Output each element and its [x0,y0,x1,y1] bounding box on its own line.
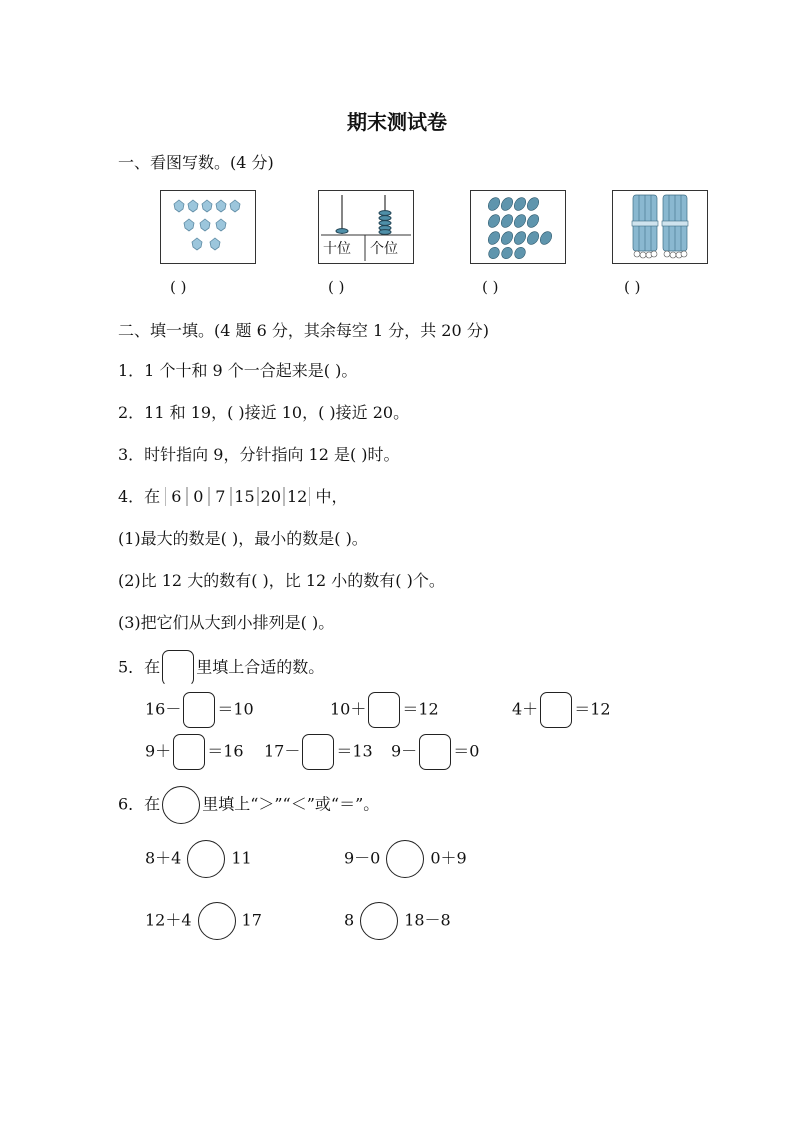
question-3: 3．时针指向 9，分针指向 12 是( )时。 [118,445,400,464]
leaf-icon [161,191,255,263]
question-4-1: (1)最大的数是( )，最小的数是( )。 [118,529,368,548]
number-card: 6 [165,487,187,506]
compare-circle[interactable] [386,840,424,878]
compare-circle[interactable] [360,902,398,940]
leaf-grid-icon [471,191,565,263]
equation-right: ＝10 [217,699,254,719]
equation-right: ＝12 [574,699,611,719]
compare-1 [145,840,252,878]
answer-blank-4[interactable]: ( ) [624,278,641,296]
stick-bundle-icon [613,191,707,263]
number-card: 0 [187,487,209,506]
question-4-suffix: 中， [315,487,348,506]
number-card: 12 [284,487,310,506]
ones-label: 个位 [370,241,398,257]
tens-label: 十位 [323,241,351,257]
question-4-3: (3)把它们从大到小排列是( )。 [118,613,335,632]
answer-blank-1[interactable]: ( ) [170,278,187,296]
equation-right: ＝13 [336,741,373,761]
equation-2 [330,692,439,728]
question-5-prefix: 5．在 [118,657,161,677]
compare-3 [145,902,262,940]
compare-4 [344,902,451,940]
equation-left: 4＋ [512,699,539,719]
compare-left: 12＋4 [145,910,192,930]
equation-left: 9＋ [145,741,172,761]
compare-right: 0＋9 [430,848,467,868]
answer-box[interactable] [540,692,572,728]
equation-right: ＝16 [207,741,244,761]
page-title: 期末测试卷 [347,110,447,134]
question-4-2: (2)比 12 大的数有( )，比 12 小的数有( )个。 [118,571,445,590]
number-card: 20 [258,487,284,506]
compare-circle[interactable] [198,902,236,940]
answer-blank-3[interactable]: ( ) [482,278,499,296]
leaf-picture [160,190,256,264]
answer-box[interactable] [183,692,215,728]
answer-blank-2[interactable]: ( ) [328,278,345,296]
answer-box[interactable] [368,692,400,728]
compare-left: 9－0 [344,848,381,868]
equation-right: ＝12 [402,699,439,719]
section2-heading: 二、填一填。(4 题 6 分，其余每空 1 分，共 20 分) [118,321,489,340]
equation-left: 10＋ [330,699,367,719]
compare-left: 8 [344,910,355,930]
equation-left: 17－ [264,741,301,761]
stick-bundles-picture [612,190,708,264]
answer-box[interactable] [419,734,451,770]
question-6 [118,786,379,824]
equation-1 [145,692,254,728]
question-5 [118,650,324,686]
answer-box[interactable] [302,734,334,770]
equation-right: ＝0 [453,741,480,761]
compare-2 [344,840,467,878]
equation-5 [264,734,373,770]
equation-4 [145,734,244,770]
circle-icon [162,786,200,824]
abacus-picture [318,190,414,264]
question-6-suffix: 里填上“＞”“＜”或“＝”。 [202,794,380,814]
leaves-grid-picture [470,190,566,264]
equation-3 [512,692,611,728]
compare-circle[interactable] [187,840,225,878]
answer-box-icon [162,650,194,686]
equation-left: 16－ [145,699,182,719]
question-4-prefix: 4．在 [118,487,161,506]
question-1: 1．1 个十和 9 个一合起来是( )。 [118,361,358,380]
question-2: 2．11 和 19，( )接近 10，( )接近 20。 [118,403,410,422]
number-card: 15 [231,487,257,506]
equation-left: 9－ [391,741,418,761]
section1-heading: 一、看图写数。(4 分) [118,153,274,172]
compare-right: 11 [231,848,252,868]
compare-right: 17 [241,910,262,930]
number-card: 7 [209,487,231,506]
question-6-prefix: 6．在 [118,794,161,814]
answer-box[interactable] [173,734,205,770]
compare-right: 18－8 [404,910,451,930]
compare-left: 8＋4 [145,848,182,868]
equation-6 [391,734,479,770]
question-4 [118,484,347,507]
question-5-suffix: 里填上合适的数。 [196,657,325,677]
